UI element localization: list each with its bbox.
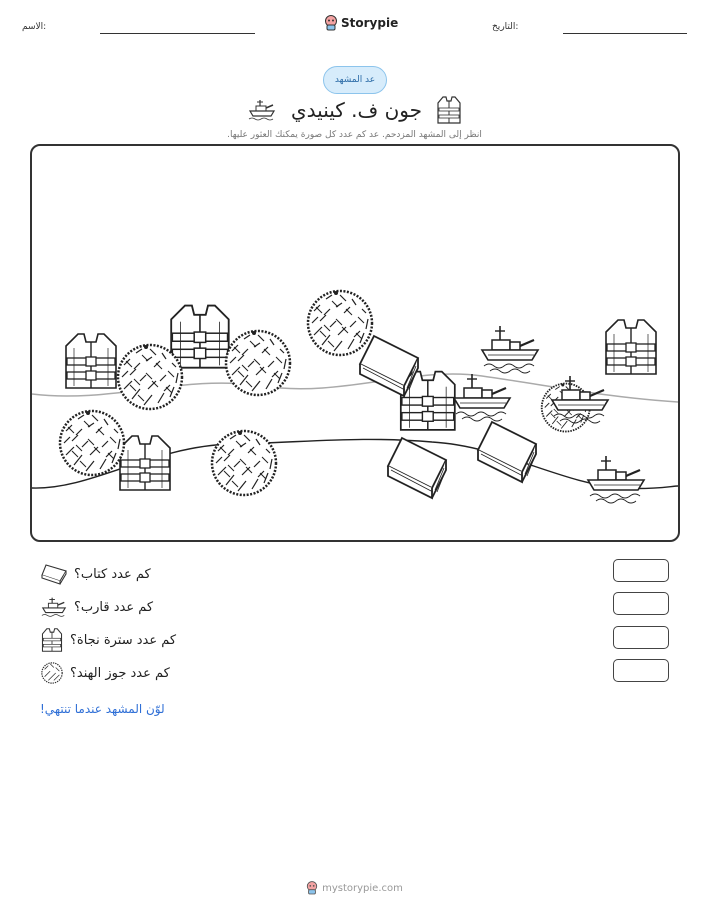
answer-box-coconuts[interactable] [613, 659, 669, 682]
question-text: كم عدد قارب؟ [74, 599, 154, 615]
life-vest [401, 372, 455, 430]
question-text: كم عدد سترة نجاة؟ [70, 632, 177, 648]
coconut [308, 291, 372, 355]
life-vest-icon [40, 627, 64, 653]
book [478, 422, 536, 482]
scene-drawing [32, 146, 678, 540]
storypie-mascot-icon [306, 881, 318, 895]
color-instruction: لوّن المشهد عندما تنتهي! [40, 702, 165, 716]
storypie-mascot-icon [324, 15, 338, 31]
coconut [212, 431, 276, 495]
life-vest [171, 306, 229, 368]
coconut [118, 345, 182, 409]
site-url[interactable]: mystorypie.com [322, 882, 403, 894]
question-text: كم عدد جوز الهند؟ [70, 665, 170, 681]
boat-icon [247, 98, 277, 122]
date-label: التاريخ: [492, 22, 519, 32]
question-books [40, 562, 220, 586]
boat [482, 326, 538, 373]
coconut [60, 411, 124, 475]
date-field-line[interactable] [563, 33, 687, 34]
life-vest [120, 436, 170, 490]
boat-icon [40, 595, 68, 619]
counting-scene [30, 144, 680, 542]
question-text: كم عدد كتاب؟ [74, 566, 151, 582]
life-vest [606, 320, 656, 374]
book-icon [40, 563, 68, 585]
book [388, 438, 446, 498]
coconut-icon [40, 661, 64, 685]
question-coconuts [40, 661, 220, 685]
title-row [0, 92, 709, 128]
book [360, 336, 418, 396]
answer-box-life-vests[interactable] [613, 626, 669, 649]
life-vest [66, 334, 116, 388]
life-vest-icon [436, 95, 462, 125]
brand-logo [324, 13, 398, 33]
question-life-vests [40, 628, 220, 652]
activity-badge: عد المشهد [323, 66, 387, 94]
answer-box-books[interactable] [613, 559, 669, 582]
name-field-line[interactable] [100, 33, 255, 34]
coconut [226, 331, 290, 395]
boat [454, 374, 510, 421]
page-title: جون ف. كينيدي [291, 98, 422, 122]
question-boats [40, 595, 220, 619]
brand-name: Storypie [341, 16, 399, 30]
instructions: انظر إلى المشهد المزدحم. عد كم عدد كل صورة يمكنك العثور عليها. [227, 130, 482, 140]
answer-box-boats[interactable] [613, 592, 669, 615]
boat [588, 456, 644, 503]
site-footer [0, 878, 709, 898]
name-label: الاسم: [22, 22, 47, 32]
